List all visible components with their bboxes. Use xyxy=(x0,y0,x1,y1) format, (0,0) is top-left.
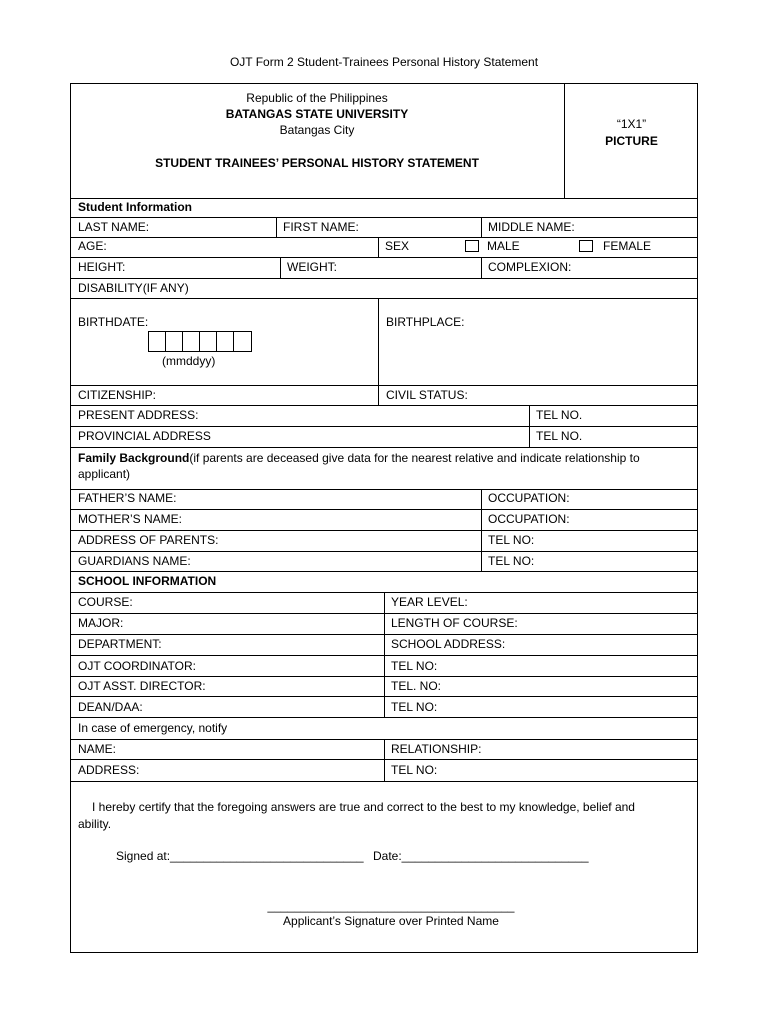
divider xyxy=(481,257,482,278)
divider xyxy=(70,257,698,258)
section-emergency: In case of emergency, notify xyxy=(78,721,228,735)
divider xyxy=(529,405,530,447)
divider xyxy=(276,217,277,237)
label-height: HEIGHT: xyxy=(78,260,126,274)
divider xyxy=(481,489,482,571)
header-republic: Republic of the Philippines xyxy=(246,91,388,105)
label-guardians-name: GUARDIANS NAME: xyxy=(78,554,191,568)
divider xyxy=(378,237,379,257)
label-weight: WEIGHT: xyxy=(287,260,337,274)
label-length-of-course: LENGTH OF COURSE: xyxy=(391,616,518,630)
birthdate-boxes[interactable] xyxy=(148,331,252,352)
divider xyxy=(280,257,281,278)
birthdate-box-divider xyxy=(182,332,183,351)
label-department: DEPARTMENT: xyxy=(78,637,162,651)
label-guardians-tel: TEL NO: xyxy=(488,554,535,568)
label-complexion: COMPLEXION: xyxy=(488,260,572,274)
header-statement-title: STUDENT TRAINEES’ PERSONAL HISTORY STATEMENT xyxy=(155,156,479,170)
label-birthdate: BIRTHDATE: xyxy=(78,315,149,329)
divider xyxy=(384,592,385,717)
divider xyxy=(70,217,698,218)
section-student-info: Student Information xyxy=(78,200,192,214)
label-ojt-asst-director: OJT ASST. DIRECTOR: xyxy=(78,679,206,693)
label-dean: DEAN/DAA: xyxy=(78,700,143,714)
family-note-continued: applicant) xyxy=(78,467,131,481)
divider xyxy=(70,530,698,531)
divider xyxy=(70,551,698,552)
signature-line: _____________________________________ xyxy=(267,899,515,913)
label-parents-tel: TEL NO: xyxy=(488,533,535,547)
divider xyxy=(70,237,698,238)
form-title: OJT Form 2 Student-Trainees Personal History Statement xyxy=(229,55,539,69)
label-emergency-tel: TEL NO: xyxy=(391,763,438,777)
label-coordinator-tel: TEL NO: xyxy=(391,659,438,673)
section-family-background xyxy=(78,451,640,465)
label-present-tel: TEL NO. xyxy=(536,408,583,422)
divider xyxy=(70,426,698,427)
picture-label: PICTURE xyxy=(605,134,658,148)
label-sex: SEX xyxy=(385,239,410,253)
divider xyxy=(70,278,698,279)
section-school-info: SCHOOL INFORMATION xyxy=(78,574,217,588)
divider xyxy=(70,447,698,448)
birthdate-format-hint: (mmddyy) xyxy=(162,354,216,368)
divider xyxy=(481,217,482,237)
label-mother-occupation: OCCUPATION: xyxy=(488,512,570,526)
label-middle-name: MIDDLE NAME: xyxy=(488,220,575,234)
label-ojt-coordinator: OJT COORDINATOR: xyxy=(78,659,197,673)
divider xyxy=(70,571,698,572)
certification-text-continued: ability. xyxy=(78,817,112,831)
checkbox-female[interactable] xyxy=(579,240,593,252)
label-emergency-address: ADDRESS: xyxy=(78,763,140,777)
birthdate-box-divider xyxy=(199,332,200,351)
label-male: MALE xyxy=(487,239,520,253)
label-first-name: FIRST NAME: xyxy=(283,220,359,234)
label-father-occupation: OCCUPATION: xyxy=(488,491,570,505)
birthdate-box-divider xyxy=(165,332,166,351)
label-dean-tel: TEL NO: xyxy=(391,700,438,714)
label-female: FEMALE xyxy=(603,239,652,253)
label-course: COURSE: xyxy=(78,595,133,609)
divider xyxy=(70,198,698,199)
label-asst-director-tel: TEL. NO: xyxy=(391,679,442,693)
label-present-address: PRESENT ADDRESS: xyxy=(78,408,199,422)
header-city: Batangas City xyxy=(279,123,355,137)
checkbox-male[interactable] xyxy=(465,240,479,252)
label-major: MAJOR: xyxy=(78,616,124,630)
signature-caption: Applicant’s Signature over Printed Name xyxy=(283,914,499,928)
label-provincial-address: PROVINCIAL ADDRESS xyxy=(78,429,211,443)
family-note: (if parents are deceased give data for the nearest relative and indicate relationship to xyxy=(189,451,640,465)
divider xyxy=(384,739,385,781)
divider xyxy=(378,298,379,405)
birthdate-box-divider xyxy=(233,332,234,351)
label-age: AGE: xyxy=(78,239,107,253)
label-birthplace: BIRTHPLACE: xyxy=(386,315,465,329)
label-school-address: SCHOOL ADDRESS: xyxy=(391,637,506,651)
family-heading: Family Background xyxy=(78,451,190,465)
label-parents-address: ADDRESS OF PARENTS: xyxy=(78,533,219,547)
header-university: BATANGAS STATE UNIVERSITY xyxy=(225,107,409,121)
divider xyxy=(70,717,698,718)
divider xyxy=(70,781,698,782)
divider xyxy=(70,298,698,299)
divider xyxy=(70,385,698,386)
certification-text: I hereby certify that the foregoing answers are true and correct to the best to my knowledge, belief and xyxy=(92,800,635,814)
label-mother-name: MOTHER’S NAME: xyxy=(78,512,183,526)
label-disability: DISABILITY(IF ANY) xyxy=(78,281,189,295)
date-field: Date:____________________________ xyxy=(373,849,589,863)
birthdate-box-divider xyxy=(216,332,217,351)
divider xyxy=(70,509,698,510)
label-last-name: LAST NAME: xyxy=(78,220,150,234)
label-civil-status: CIVIL STATUS: xyxy=(386,388,468,402)
label-emergency-relationship: RELATIONSHIP: xyxy=(391,742,482,756)
label-provincial-tel: TEL NO. xyxy=(536,429,583,443)
label-father-name: FATHER’S NAME: xyxy=(78,491,177,505)
divider xyxy=(70,489,698,490)
picture-label-size: “1X1” xyxy=(616,117,647,131)
label-emergency-name: NAME: xyxy=(78,742,117,756)
label-year-level: YEAR LEVEL: xyxy=(391,595,468,609)
divider xyxy=(70,405,698,406)
signed-at-field: Signed at:_____________________________ xyxy=(116,849,364,863)
label-citizenship: CITIZENSHIP: xyxy=(78,388,157,402)
